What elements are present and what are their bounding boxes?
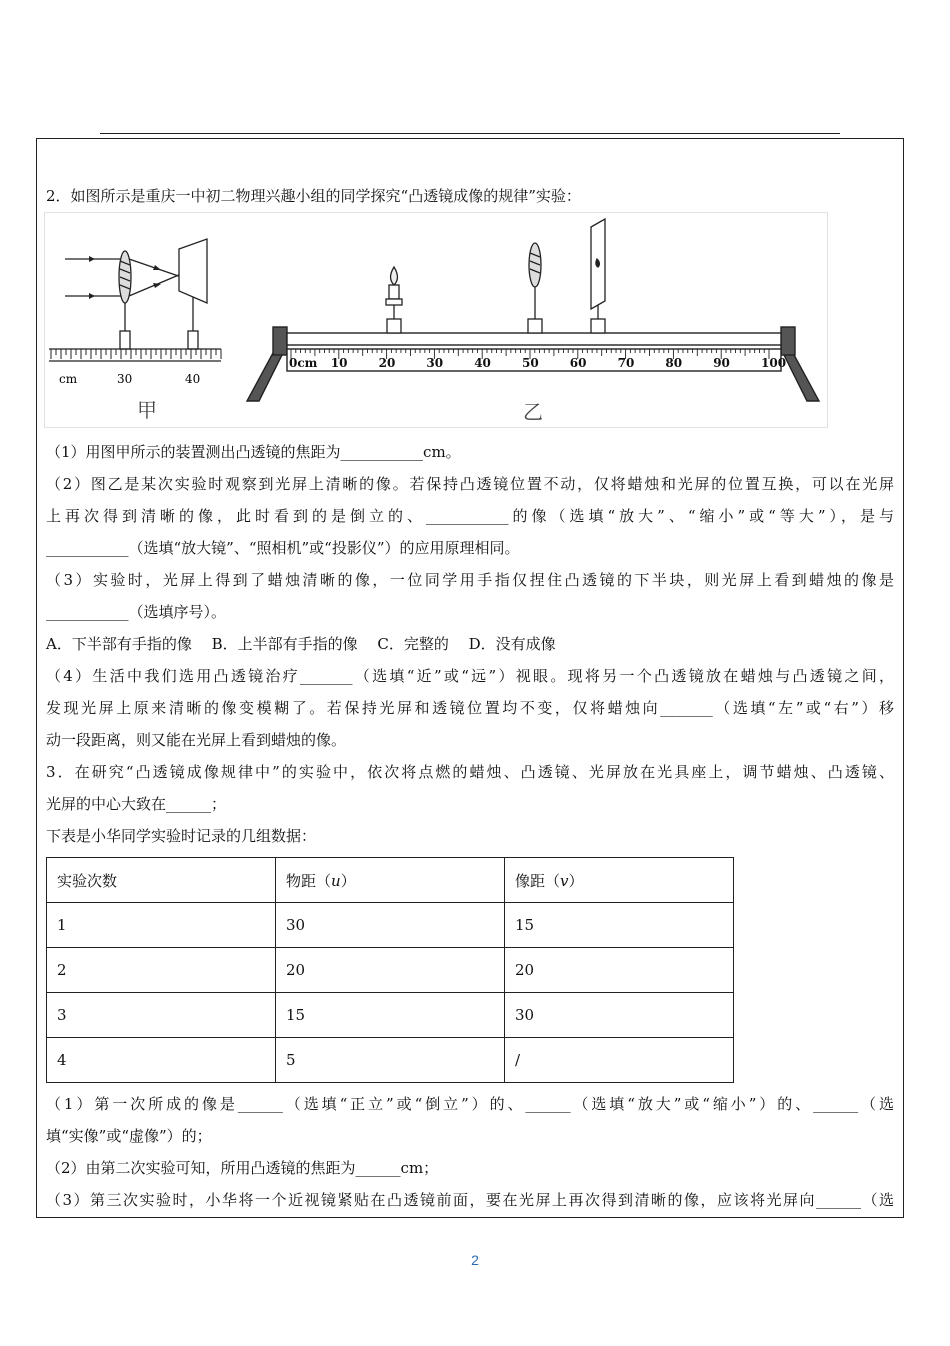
page-number: 2 [471, 1252, 479, 1268]
figure-yi-lens [528, 243, 542, 333]
lens-experiment-figure [44, 212, 828, 428]
q3-sub1-line1: （1）第一次所成的像是______（选填“正立”或“倒立”）的、______（选填“放大”或“缩小”）的、______（选 [46, 1095, 894, 1113]
q2-subquestions [46, 436, 894, 852]
q2-sub1: （1）用图甲所示的装置测出凸透镜的焦距为___________cm。 [46, 443, 461, 461]
table-cell: 30 [505, 993, 734, 1038]
table-cell: / [505, 1038, 734, 1083]
figure-jia-unit: cm [59, 372, 78, 386]
q2-sub4-line3: 动一段距离，则又能在光屏上看到蜡烛的像。 [46, 731, 347, 749]
table-cell: 4 [47, 1038, 276, 1083]
table-row [47, 903, 734, 948]
experiment-data-table [46, 857, 734, 1083]
ruler-tick-label: 30 [426, 356, 444, 370]
table-header-cell: 物距（u） [276, 858, 505, 903]
q3-sub2: （2）由第二次实验可知，所用凸透镜的焦距为______cm； [46, 1159, 439, 1177]
q2-options: A．下半部有手指的像 B．上半部有手指的像 C．完整的 D．没有成像 [46, 635, 556, 653]
table-cell: 20 [276, 948, 505, 993]
table-header-cell: 实验次数 [47, 858, 276, 903]
table-cell: 1 [47, 903, 276, 948]
header-rule [100, 133, 840, 134]
table-header-cell: 像距（v） [505, 858, 734, 903]
figure-yi-candle [386, 267, 402, 333]
ruler-tick-label: 90 [713, 356, 730, 370]
question-text [46, 180, 894, 212]
q3-sub3: （3）第三次实验时，小华将一个近视镜紧贴在凸透镜前面，要在光屏上再次得到清晰的像，应该将光屏向______（选 [46, 1191, 894, 1209]
q2-sub4-line2: 发现光屏上原来清晰的像变模糊了。若保持光屏和透镜位置均不变，仅将蜡烛向_______（选填“左”或“右”）移 [46, 699, 894, 717]
ruler-tick-label: 10 [330, 356, 348, 370]
figure-jia-tick-label: 30 [117, 372, 133, 386]
figure-yi-label: 乙 [523, 400, 543, 424]
q2-sub2-line1: （2）图乙是某次实验时观察到光屏上清晰的像。若保持凸透镜位置不动，仅将蜡烛和光屏的位置互换，可以在光屏 [46, 475, 894, 493]
q2-sub3-line2: ___________（选填序号）。 [46, 603, 227, 621]
table-cell: 15 [505, 903, 734, 948]
ruler-tick-label: 20 [378, 356, 396, 370]
q2-title: 2．如图所示是重庆一中初二物理兴趣小组的同学探究“凸透镜成像的规律”实验： [46, 187, 581, 205]
ruler-tick-label: 40 [474, 356, 491, 370]
q2-sub2-line2: 上再次得到清晰的像，此时看到的是倒立的、___________的像（选填“放大”、“缩小”或“等大”），是与 [46, 507, 894, 525]
ruler-tick-label: 0cm [289, 356, 318, 370]
figure-jia-diagram [49, 239, 221, 361]
table-cell: 30 [276, 903, 505, 948]
table-cell: 3 [47, 993, 276, 1038]
figure-jia-ruler-ticks [51, 349, 221, 359]
ruler-tick-label: 70 [617, 356, 635, 370]
table-row [47, 948, 734, 993]
q2-sub3-line1: （3）实验时，光屏上得到了蜡烛清晰的像，一位同学用手指仅捏住凸透镜的下半块，则光屏上看到蜡烛的像是 [46, 571, 894, 589]
ruler-tick-label: 80 [665, 356, 683, 370]
table-cell: 5 [276, 1038, 505, 1083]
q3-table-intro: 下表是小华同学实验时记录的几组数据： [46, 827, 317, 845]
q3-title-line1: 3．在研究“凸透镜成像规律中”的实验中，依次将点燃的蜡烛、凸透镜、光屏放在光具座上，调节蜡烛、凸透镜、 [46, 763, 894, 781]
table-cell: 20 [505, 948, 734, 993]
q3-title-line2: 光屏的中心大致在______； [46, 795, 227, 813]
table-cell: 15 [276, 993, 505, 1038]
ruler-tick-label: 60 [569, 356, 587, 370]
ruler-tick-label: 50 [522, 356, 539, 370]
table-row [47, 1038, 734, 1083]
figure-yi-screen [591, 219, 605, 333]
figure-jia-tick-label: 40 [185, 372, 201, 386]
q2-sub2-line3: ___________（选填“放大镜”、“照相机”或“投影仪”）的应用原理相同。 [46, 539, 520, 557]
ruler-tick-label: 100 [761, 356, 787, 370]
table-cell: 2 [47, 948, 276, 993]
figure-jia-label: 甲 [137, 398, 157, 422]
q3-subquestions [46, 1088, 894, 1216]
q3-sub1-line2: 填“实像”或“虚像”）的； [46, 1127, 212, 1145]
table-row [47, 993, 734, 1038]
q2-sub4-line1: （4）生活中我们选用凸透镜治疗_______（选填“近”或“远”）视眼。现将另一个凸透镜放在蜡烛与凸透镜之间， [46, 667, 894, 685]
table-header-row [47, 858, 734, 903]
